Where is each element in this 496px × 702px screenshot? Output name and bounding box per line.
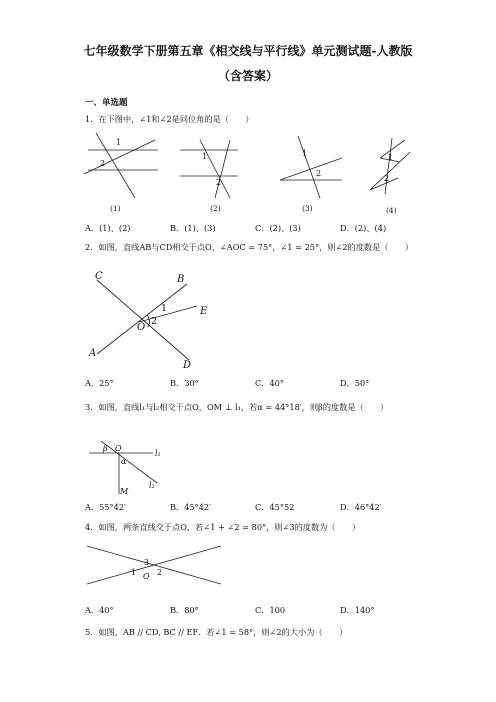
question-3-figure — [85, 420, 175, 496]
line-l2-label: l₂ — [149, 481, 155, 490]
q3-option-c[interactable]: C．45°52 — [255, 502, 295, 512]
fig4-angle-2-label: 2 — [384, 174, 390, 183]
q4-option-b[interactable]: B．80° — [170, 605, 199, 615]
q4-option-c[interactable]: C．100 — [255, 605, 286, 615]
q1-option-d[interactable]: D．(2)、(4) — [340, 223, 387, 233]
point-c-label: C — [95, 271, 103, 282]
document-title: 七年级数学下册第五章《相交线与平行线》单元测试题-人教版 — [83, 44, 413, 58]
fig1-angle-2-label: 2 — [100, 159, 106, 168]
point-d-label: D — [183, 360, 192, 371]
q3-option-b[interactable]: B．45°42′ — [170, 502, 211, 512]
q3-option-d[interactable]: D．46°42′ — [340, 502, 382, 512]
figure-2 — [180, 140, 238, 198]
fig3-caption: (3) — [302, 204, 313, 213]
q3-option-a[interactable]: A．55°42′ — [85, 502, 126, 512]
alpha-label: α — [121, 457, 127, 466]
fig2-angle-1-label: 1 — [202, 152, 208, 161]
fig3-angle-1-label: 1 — [302, 149, 308, 158]
point-o-label: O — [137, 322, 146, 333]
section-heading: 一、单选题 — [85, 98, 128, 108]
q2-option-c[interactable]: C．40° — [255, 378, 284, 388]
point-o-label: O — [143, 572, 150, 581]
q2-option-b[interactable]: B．30° — [170, 378, 199, 388]
point-a-label: A — [89, 348, 97, 359]
q4-option-d[interactable]: D．140° — [340, 605, 375, 615]
angle-2-label: 2 — [157, 568, 163, 577]
fig1-caption: (1) — [110, 204, 121, 213]
question-3-stem: 3．如图，直线l₁与l₂相交于点O，OM ⊥ l₁，若α = 44°18′，则β的度数是（ ） — [85, 402, 389, 412]
question-2-figure — [85, 266, 225, 374]
question-1-figures — [80, 128, 420, 218]
angle-1-label: 1 — [161, 303, 168, 314]
q2-option-d[interactable]: D．50° — [340, 378, 370, 388]
question-1-stem: 1．在下图中，∠1和∠2是同位角的是（ ） — [85, 114, 254, 124]
angle-3-label: 3 — [144, 558, 150, 567]
q2-option-a[interactable]: A．25° — [85, 378, 114, 388]
line-l1-label: l₁ — [155, 449, 161, 458]
fig1-angle-1-label: 1 — [116, 138, 122, 147]
fig2-angle-2-label: 2 — [216, 178, 222, 187]
q4-option-a[interactable]: A．40° — [85, 605, 114, 615]
point-m-label: M — [120, 487, 129, 496]
point-e-label: E — [200, 306, 208, 317]
q1-option-a[interactable]: A．(1)、(2) — [85, 223, 131, 233]
figure-3 — [280, 136, 342, 198]
question-4-stem: 4．如图，两条直线交于点O，若∠1 + ∠2 = 80°，则∠3的度数为（ ） — [85, 522, 361, 532]
question-4-figure — [85, 540, 225, 590]
question-2-stem: 2．如图，直线AB与CD相交于点O，∠AOC = 75°，∠1 = 25°，则∠2的度数是（ ） — [85, 242, 414, 252]
fig4-caption: (4) — [386, 206, 397, 215]
beta-label: β — [103, 444, 108, 453]
q1-option-c[interactable]: C．(2)、(3) — [255, 223, 301, 233]
document-subtitle: （含答案） — [217, 69, 278, 83]
angle-2-label: 2 — [151, 316, 158, 327]
question-5-stem: 5．如图，AB // CD, BC // EF．若∠1 = 58°，则∠2的大小为（ ） — [85, 627, 348, 637]
q1-option-b[interactable]: B．(1)、(3) — [170, 223, 216, 233]
angle-1-label: 1 — [131, 568, 137, 577]
figure-4 — [370, 138, 410, 194]
fig2-caption: (2) — [210, 204, 221, 213]
fig3-angle-2-label: 2 — [316, 169, 322, 178]
fig4-angle-1-label: 1 — [388, 153, 394, 162]
point-o-label: O — [115, 444, 122, 453]
point-b-label: B — [177, 274, 185, 285]
